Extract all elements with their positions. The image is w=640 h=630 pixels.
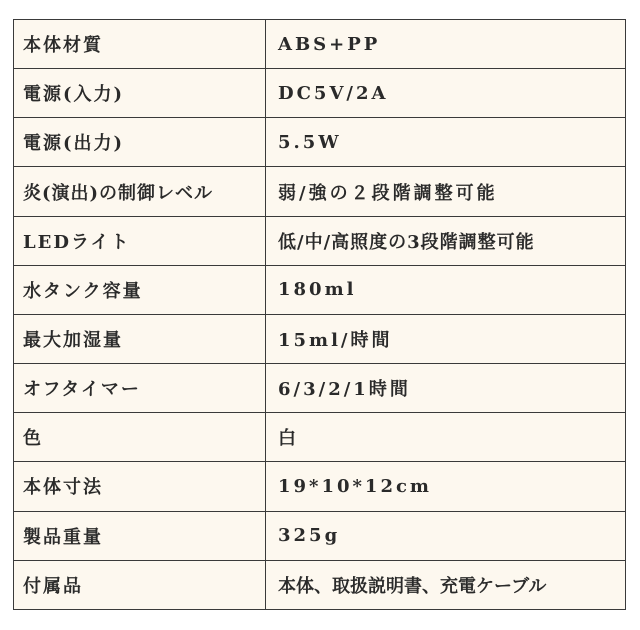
- spec-label: LEDライト: [14, 216, 266, 265]
- spec-table: [13, 19, 626, 610]
- spec-value: 19*10*12cm: [266, 462, 626, 511]
- spec-row-power-input: [14, 69, 626, 118]
- spec-row-flame-level: [14, 167, 626, 216]
- spec-row-weight: [14, 511, 626, 560]
- spec-label: オフタイマー: [14, 364, 266, 413]
- spec-row-led-light: [14, 216, 626, 265]
- spec-row-max-humidify: [14, 314, 626, 363]
- spec-value: 本体、取扱説明書、充電ケーブル: [266, 560, 626, 609]
- spec-value: 5.5W: [266, 118, 626, 167]
- spec-label: 本体寸法: [14, 462, 266, 511]
- spec-value: 白: [266, 413, 626, 462]
- spec-value: 6/3/2/1時間: [266, 364, 626, 413]
- spec-value: 180ml: [266, 265, 626, 314]
- spec-label: 色: [14, 413, 266, 462]
- spec-label: 製品重量: [14, 511, 266, 560]
- spec-row-off-timer: [14, 364, 626, 413]
- spec-label: 最大加湿量: [14, 314, 266, 363]
- spec-row-color: [14, 413, 626, 462]
- spec-value: DC5V/2A: [266, 69, 626, 118]
- spec-row-accessories: [14, 560, 626, 609]
- spec-label: 電源(出力): [14, 118, 266, 167]
- spec-row-power-output: [14, 118, 626, 167]
- spec-value: 低/中/高照度の3段階調整可能: [266, 216, 626, 265]
- spec-row-tank-capacity: [14, 265, 626, 314]
- spec-value: ABS+PP: [266, 20, 626, 69]
- spec-label: 水タンク容量: [14, 265, 266, 314]
- spec-row-dimensions: [14, 462, 626, 511]
- spec-label: 電源(入力): [14, 69, 266, 118]
- spec-label: 付属品: [14, 560, 266, 609]
- spec-value: 弱/強の２段階調整可能: [266, 167, 626, 216]
- spec-label: 本体材質: [14, 20, 266, 69]
- spec-value: 325g: [266, 511, 626, 560]
- spec-value: 15ml/時間: [266, 314, 626, 363]
- spec-label: 炎(演出)の制御レベル: [14, 167, 266, 216]
- spec-row-material: [14, 20, 626, 69]
